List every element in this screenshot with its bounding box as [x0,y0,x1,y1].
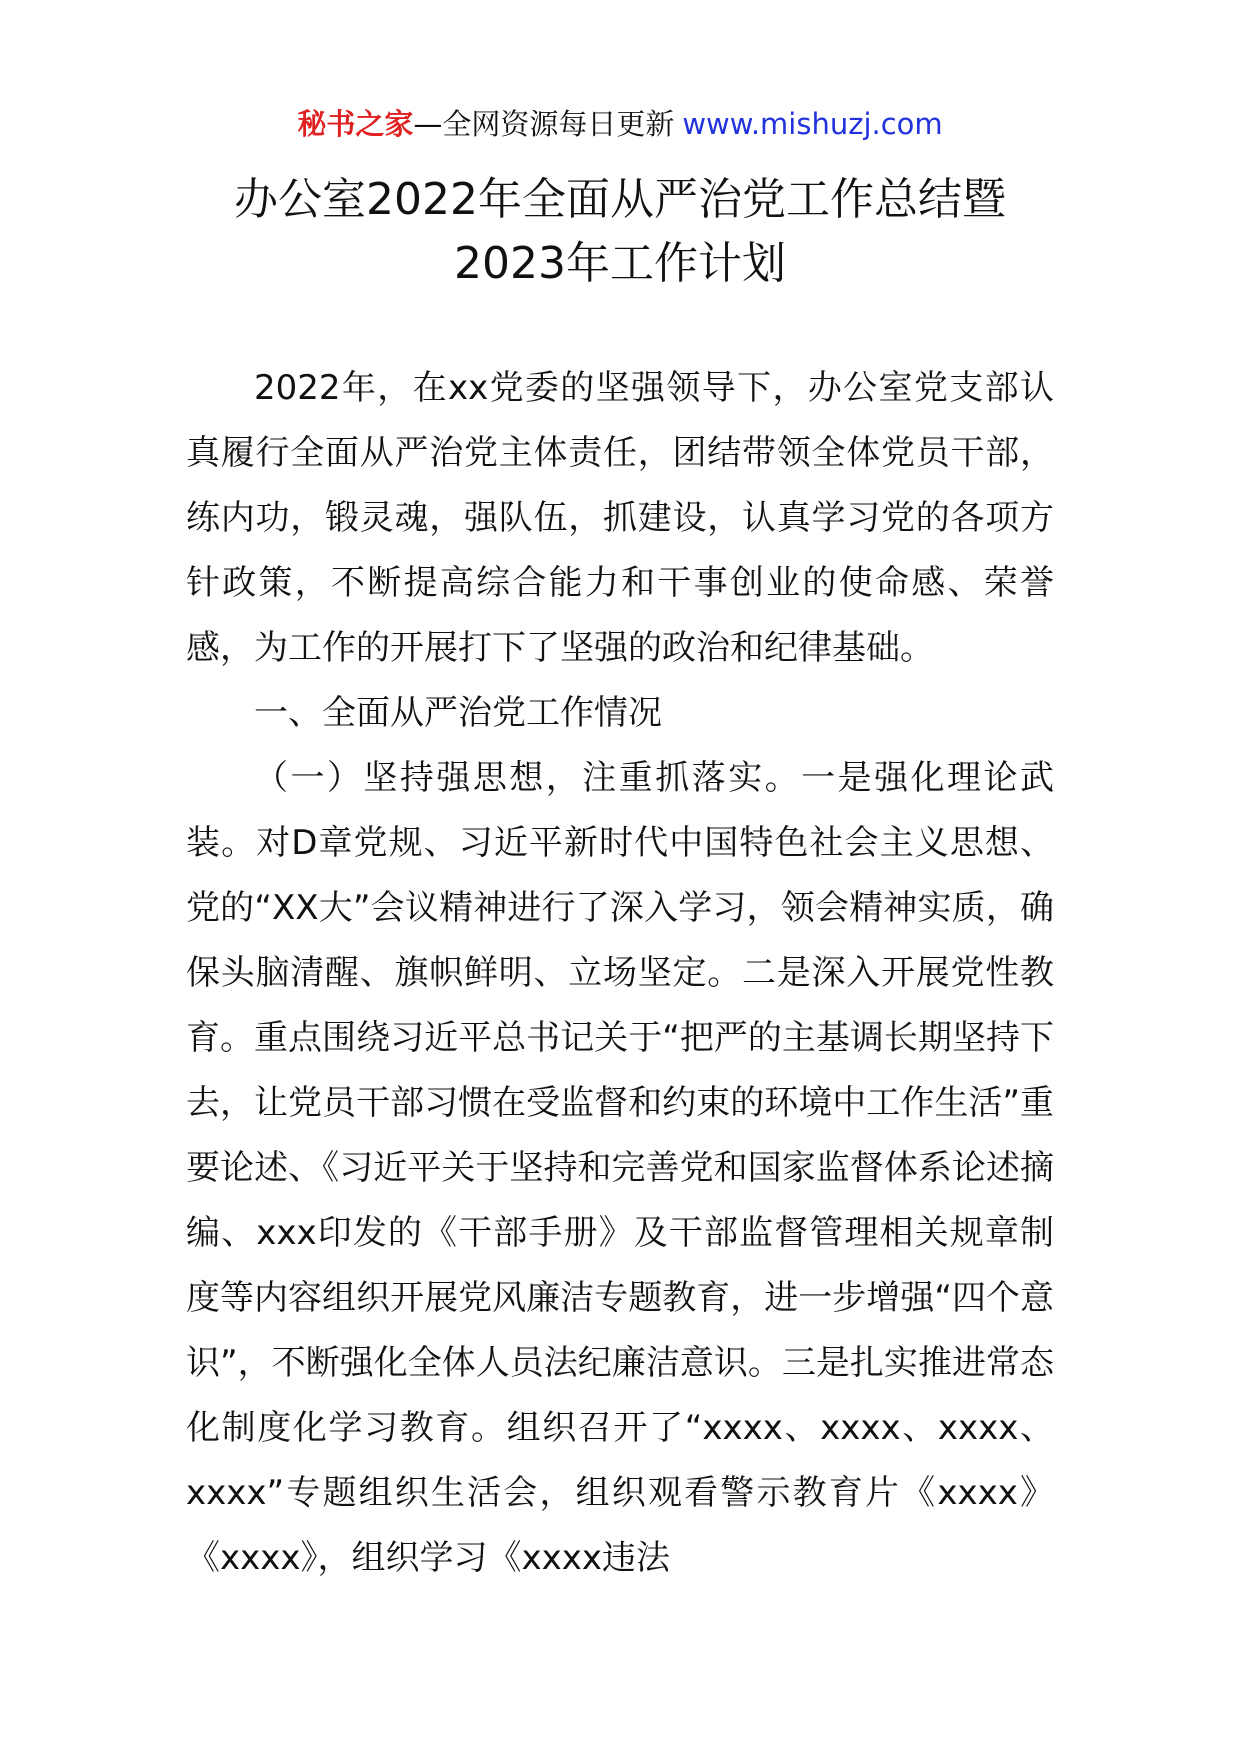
intro-paragraph: 2022年，在xx党委的坚强领导下，办公室党支部认真履行全面从严治党主体责任，团结带领全体党员干部，练内功，锻灵魂，强队伍，抓建设，认真学习党的各项方针政策，不断提高综合能力和干事创业的使命感、荣誉感，为工作的开展打下了坚强的政治和纪律基础。 [186,368,1054,668]
site-url[interactable]: www.mishuzj.com [682,107,943,141]
body-paragraph: （一）坚持强思想，注重抓落实。一是强化理论武装。对D章党规、习近平新时代中国特色社会主义思想、党的“XX大”会议精神进行了深入学习，领会精神实质，确保头脑清醒、旗帜鲜明、立场坚定。二是深入开展党性教育。重点围绕习近平总书记关于“把严的主基调长期坚持下去，让党员干部习惯在受监督和约束的环境中工作生活”重要论述、《习近平关于坚持和完善党和国家监督体系论述摘编、xxx印发的《干部手册》及干部监督管理相关规章制度等内容组织开展党风廉洁专题教育，进一步增强“四个意识”，不断强化全体人员法纪廉洁意识。三是扎实推进常态化制度化学习教育。组织召开了“xxxx、xxxx、xxxx、xxxx”专题组织生活会，组织观看警示教育片《xxxx》《xxxx》，组织学习《xxxx违法 [186,758,1054,1578]
document-body [186,356,1054,1591]
site-brand: 秘书之家 [297,107,414,141]
site-tagline: —全网资源每日更新 [413,107,675,141]
title-line-1: 办公室2022年全面从严治党工作总结暨 [234,174,1006,225]
section-heading: 一、全面从严治党工作情况 [254,693,662,733]
watermark-header [0,104,1240,144]
title-line-2: 2023年工作计划 [454,238,786,289]
document-title [100,168,1140,296]
